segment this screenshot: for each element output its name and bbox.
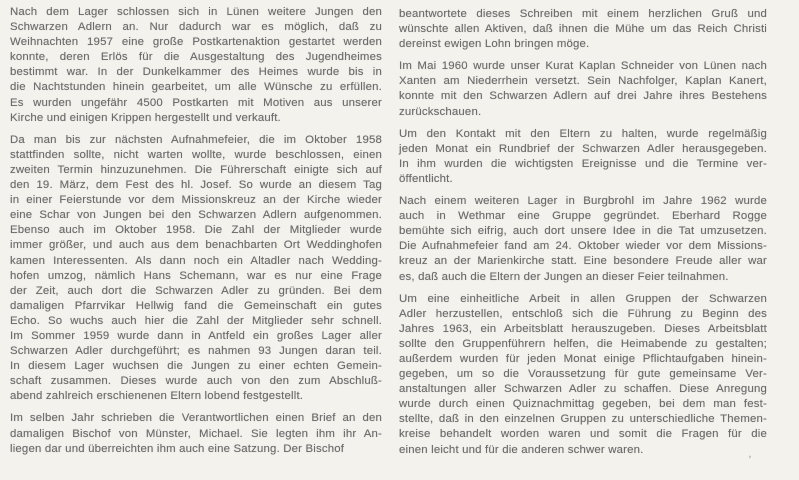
text-column-left [10, 0, 382, 464]
text-line: bemühte sich eifrig, auch dort unsere Idee in die Tat umzusetzen. [399, 225, 767, 238]
text-line: wünschte allen Aktiven, daß ihnen die Mühe um das Reich Christi [399, 23, 767, 36]
text-line: Da man bis zur nächsten Aufnahmefeier, die im Oktober 1958 [10, 133, 382, 146]
text-line: Echo. So wuchs auch hier die Zahl der Mitglieder sehr schnell. [10, 314, 382, 327]
text-line: Im Mai 1960 wurde unser Kurat Kaplan Schneider von Lünen nach [399, 60, 767, 73]
text-line: bestimmt war. In der Dunkelkammer des Heimes wurde bis in [10, 66, 382, 79]
text-line: eine Schar von Jungen bei den Schwarzen Adlern aufgenommen. [10, 209, 382, 222]
text-line: außerdem wurden für jeden Monat einige Pflichtaufgaben hinein- [399, 352, 767, 365]
text-line: stellte, daß in den einzelnen Gruppen zu unterschiedliche Themen- [399, 413, 767, 426]
text-line: kreuz an der Marienkirche statt. Eine besondere Freude aller war [399, 255, 767, 268]
paragraph [10, 411, 382, 456]
text-line: In diesem Lager wuchsen die Jungen zu einer echten Gemein- [10, 360, 382, 373]
text-line: Nach einem weiteren Lager in Burgbrohl im Jahre 1962 wurde [399, 195, 767, 208]
text-line: Schwarzen Adlern an. Nur dadurch war es möglich, daß zu [10, 21, 382, 34]
text-line: Adler herzustellen, entschloß sich die Führung zu Beginn des [399, 307, 767, 320]
paragraph [10, 133, 382, 405]
text-line: dereinst ewigen Lohn bringen möge. [399, 38, 590, 51]
text-line: Jahres 1963, ein Arbeitsblatt herauszugeben. Dieses Arbeitsblatt [399, 322, 767, 335]
text-line: Im Sommer 1959 wurde dann in Antfeld ein großes Lager aller [10, 329, 382, 342]
text-line: zurückschauen. [399, 105, 482, 118]
text-line: Ebenso auch im Oktober 1958. Die Zahl der Mitglieder wurde [10, 224, 382, 237]
text-line: konnte, deren Erlös für die Ausgestaltung des Jugendheimes [10, 51, 382, 64]
text-line: einen leicht und für die anderen schwer waren. [399, 443, 644, 456]
text-line: stattfinden sollte, nicht warten wollte, wurde beschlossen, einen [10, 148, 382, 161]
text-line: jeden Monat ein Rundbrief der Schwarzen Adler herausgegeben. [399, 142, 767, 155]
text-line: anstaltungen aller Schwarzen Adler zu schaffen. Diese Anregung [399, 383, 767, 396]
text-line: gegeben, um so die Voraussetzung für gute gemeinsame Ver- [399, 368, 767, 381]
text-line: Um den Kontakt mit den Eltern zu halten, wurde regelmäßig [399, 127, 767, 140]
text-line: Weihnachten 1957 eine große Postkartenaktion gestartet werden [10, 36, 382, 49]
text-line: beantwortete dieses Schreiben mit einem herzlichen Gruß und [399, 8, 767, 20]
text-line: zweiten Termin hinzuzunehmen. Die Führerschaft einigte sich auf [10, 163, 382, 176]
text-line: liegen dar und überreichten ihm auch eine Satzung. Der Bischof [10, 442, 345, 455]
text-line: Xanten am Niederrhein versetzt. Sein Nachfolger, Kaplan Kanert, [399, 75, 767, 88]
text-line: Es wurden ungefähr 4500 Postkarten mit Motiven aus unserer [10, 96, 382, 109]
paragraph [399, 59, 767, 119]
text-line: damaligen Bischof von Münster, Michael. Sie legten ihm ihr An- [10, 427, 382, 440]
text-line: auch in Wethmar eine Gruppe gegründet. Eberhard Rogge [399, 210, 767, 223]
text-line: damaligen Pfarrvikar Hellwig fand die Gemeinschaft ein gutes [10, 299, 382, 312]
text-line: Schwarzen Adler durchgeführt; es nahmen 93 Jungen daran teil. [10, 345, 382, 358]
text-line: den 19. März, dem Fest des hl. Josef. So wurde an diesem Tag [10, 179, 382, 192]
text-line: In ihm wurden die wichtigsten Ereignisse und die Termine ver- [399, 157, 767, 170]
text-line: Kirche und einigen Krippen hergestellt und verkauft. [10, 111, 281, 124]
text-line: sollte den Gruppenführern helfen, die Heimabende zu gestalten; [399, 337, 767, 350]
text-line: wurde durch einen Quiznachmittag gegeben, bei dem man fest- [399, 398, 767, 411]
text-line: in einer Feierstunde vor dem Missionskreuz an der Kirche wieder [10, 194, 382, 207]
paragraph [399, 194, 767, 285]
paragraph [10, 5, 382, 126]
text-line: kreise behandelt worden waren und somit die Fragen für die [399, 428, 767, 441]
paragraph [399, 292, 767, 461]
text-line: der Zeit, auch dort die Schwarzen Adler zu gründen. Bei dem [10, 284, 382, 297]
text-line: Um eine einheitliche Arbeit in allen Gruppen der Schwarzen [399, 292, 767, 305]
text-line: Nach dem Lager schlossen sich in Lünen weitere Jungen den [10, 6, 382, 18]
text-line: kamen Interessenten. Als dann noch ein Altadler nach Wedding- [10, 254, 382, 267]
text-line: Die Aufnahmefeier fand am 24. Oktober wieder vor dem Missions- [399, 240, 767, 253]
text-line: Im selben Jahr schrieben die Verantwortlichen einen Brief an den [10, 412, 382, 425]
scan-artifact-mark: , [747, 445, 754, 461]
text-column-right [399, 0, 767, 465]
text-line: immer größer, und auch aus dem benachbarten Ort Weddinghofen [10, 239, 382, 252]
text-line: abend zahlreich erschienenen Eltern lobend festgestellt. [10, 390, 304, 403]
text-line: schaft zusammen. Dieses wurde auch von den zum Abschluß- [10, 375, 382, 388]
paragraph [399, 7, 767, 52]
text-line: die Nachtstunden hinein gearbeitet, um alle Wünsche zu erfüllen. [10, 81, 382, 94]
text-line: konnte mit den Schwarzen Adlern auf drei Jahre ihres Bestehens [399, 90, 767, 103]
paragraph [399, 127, 767, 187]
text-line: es, daß auch die Eltern der Jungen an dieser Feier teilnahmen. [399, 270, 729, 283]
text-line: öffentlicht. [399, 172, 453, 185]
text-line: hofen umzog, nämlich Hans Schemann, war es nur eine Frage [10, 269, 382, 282]
